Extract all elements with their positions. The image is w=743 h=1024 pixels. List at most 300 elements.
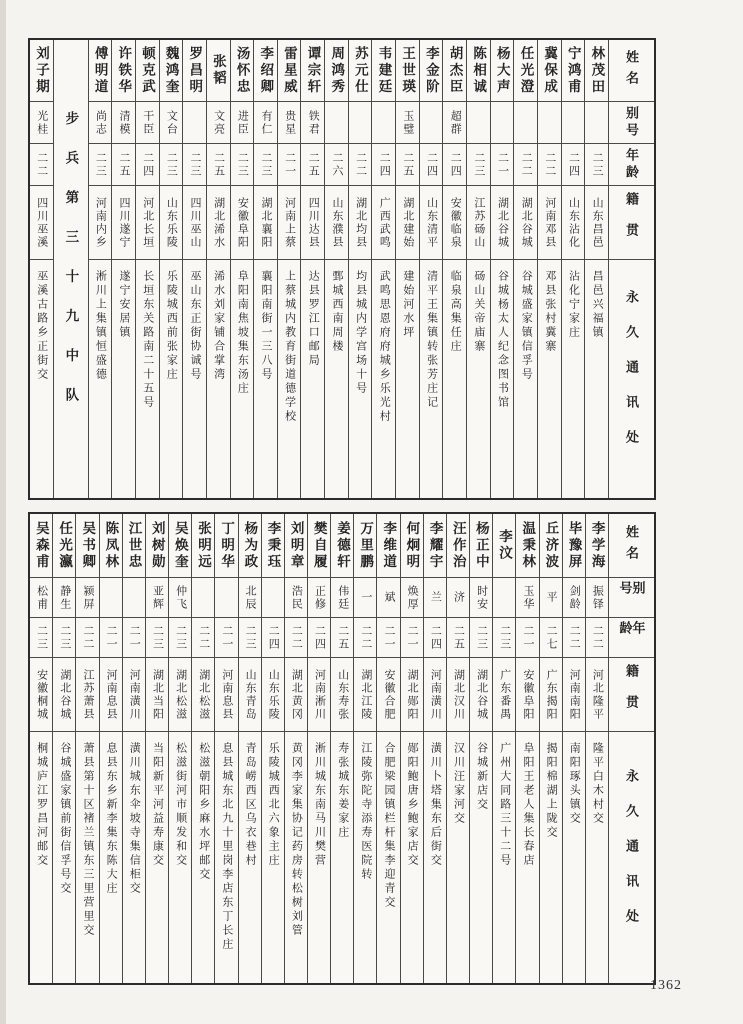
member-column — [562, 514, 585, 983]
directory-table-bottom — [28, 512, 656, 985]
member-address: 邓县张村冀寨 — [543, 270, 556, 354]
member-alias: 干臣 — [136, 102, 159, 144]
member-age: 二四 — [372, 144, 395, 186]
member-name: 万里鹏 — [354, 514, 376, 578]
member-column — [300, 40, 324, 498]
member-age: 二三 — [493, 618, 515, 658]
member-native: 山东青岛 — [239, 658, 261, 732]
member-age: 二二 — [76, 618, 98, 658]
member-name: 罗昌明 — [183, 40, 206, 102]
member-name: 江世忠 — [123, 514, 145, 578]
member-native: 湖北襄阳 — [254, 186, 277, 260]
member-address: 江陵弥陀寺添寿医院转 — [359, 742, 372, 882]
header-native: 籍贯 — [609, 186, 654, 260]
member-alias: 贵星 — [278, 102, 301, 144]
member-column — [206, 40, 230, 498]
member-name: 顿克武 — [136, 40, 159, 102]
header-alias: 别号 — [609, 102, 654, 144]
member-native: 山东乐陵 — [160, 186, 183, 260]
member-address: 上蔡城内教育街道德学校 — [283, 270, 296, 424]
member-native: 安徽合肥 — [377, 658, 399, 732]
member-native: 广东番禺 — [493, 658, 515, 732]
member-address: 淅川上集镇恒盛德 — [94, 270, 107, 382]
member-column — [111, 40, 135, 498]
member-column — [122, 514, 145, 983]
member-address: 淅川城东南马川樊营 — [313, 742, 326, 868]
member-name: 苏元仕 — [349, 40, 372, 102]
member-name: 毕豫屏 — [563, 514, 585, 578]
member-column — [52, 514, 75, 983]
member-age: 二二 — [354, 618, 376, 658]
member-name: 张明远 — [192, 514, 214, 578]
member-age: 二一 — [123, 618, 145, 658]
member-name: 李汶 — [493, 514, 515, 578]
member-native: 湖北谷城 — [491, 186, 514, 260]
member-name: 任光澄 — [514, 40, 537, 102]
member-address: 黄冈李家集协记药房转松树刘管 — [290, 742, 303, 938]
header-name: 姓名 — [609, 40, 654, 102]
member-native: 四川达县 — [301, 186, 324, 260]
member-name: 陈凤林 — [100, 514, 122, 578]
header-alias: 别号 — [609, 578, 654, 618]
member-age: 二四 — [443, 144, 466, 186]
member-column — [214, 514, 237, 983]
member-alias: 浩民 — [285, 578, 307, 618]
member-address: 谷城新店交 — [475, 742, 488, 812]
directory-table-top — [28, 38, 656, 500]
member-column — [585, 514, 608, 983]
member-native: 河南淅川 — [308, 658, 330, 732]
member-name: 杨正中 — [470, 514, 492, 578]
member-column — [238, 514, 261, 983]
member-column — [277, 40, 301, 498]
scan-edge-shadow — [0, 0, 6, 1024]
member-native: 四川巫山 — [183, 186, 206, 260]
member-address: 建始河水坪 — [401, 270, 414, 340]
member-address: 揭阳棉湖上陇交 — [545, 742, 558, 840]
member-name: 宁鸿甫 — [562, 40, 585, 102]
member-age: 二一 — [377, 618, 399, 658]
member-age: 二三 — [146, 618, 168, 658]
member-alias — [514, 102, 537, 144]
member-address: 息县城东北九十里岗李店东丁长庄 — [220, 742, 233, 952]
member-age: 二三 — [169, 618, 191, 658]
member-native: 河南息县 — [215, 658, 237, 732]
member-native: 山东濮县 — [325, 186, 348, 260]
member-address: 清平王集镇转张芳庄记 — [425, 270, 438, 410]
member-alias: 颍屏 — [76, 578, 98, 618]
member-address: 昌邑兴福镇 — [591, 270, 604, 340]
member-native: 湖北江陵 — [354, 658, 376, 732]
member-alias: 斌 — [377, 578, 399, 618]
member-alias: 文台 — [160, 102, 183, 144]
member-column — [395, 40, 419, 498]
member-column — [423, 514, 446, 983]
member-age: 二三 — [585, 144, 608, 186]
unit-divider-column — [53, 40, 88, 498]
member-column — [75, 514, 98, 983]
member-age: 二三 — [467, 144, 490, 186]
member-column — [30, 514, 52, 983]
member-name: 杨大声 — [491, 40, 514, 102]
member-age: 二三 — [53, 618, 75, 658]
member-native: 江苏萧县 — [76, 658, 98, 732]
member-native: 山东沾化 — [562, 186, 585, 260]
member-alias: 剑龄 — [563, 578, 585, 618]
member-address: 浠水刘家铺合掌湾 — [212, 270, 225, 382]
page-number: 1362 — [650, 978, 682, 993]
member-alias: 玉璧 — [396, 102, 419, 144]
member-name: 韦建廷 — [372, 40, 395, 102]
member-address: 谷城盛家镇信孚号 — [520, 270, 533, 382]
member-age: 二三 — [89, 144, 112, 186]
member-alias — [538, 102, 561, 144]
member-address: 巫山东正街协诚号 — [189, 270, 202, 382]
member-column — [561, 40, 585, 498]
member-age: 二二 — [538, 144, 561, 186]
member-column — [30, 40, 53, 498]
member-column — [348, 40, 372, 498]
member-name: 刘树勋 — [146, 514, 168, 578]
member-alias: 兰 — [424, 578, 446, 618]
member-alias: 进臣 — [231, 102, 254, 144]
member-age: 二五 — [447, 618, 469, 658]
member-age: 二三 — [254, 144, 277, 186]
member-alias — [215, 578, 237, 618]
member-native: 湖北松滋 — [169, 658, 191, 732]
member-address: 汉川汪家河交 — [452, 742, 465, 826]
member-name: 雷星威 — [278, 40, 301, 102]
member-address: 松滋朝阳乡麻水坪邮交 — [197, 742, 210, 882]
member-alias — [420, 102, 443, 144]
member-column — [330, 514, 353, 983]
member-alias — [183, 102, 206, 144]
member-native: 河南潢川 — [123, 658, 145, 732]
member-age: 二一 — [278, 144, 301, 186]
member-alias — [349, 102, 372, 144]
member-alias: 有仁 — [254, 102, 277, 144]
member-name: 杨为政 — [239, 514, 261, 578]
member-address: 谷城杨太人纪念图书馆 — [496, 270, 509, 410]
member-column — [261, 514, 284, 983]
member-age: 二五 — [396, 144, 419, 186]
member-name: 陈相诚 — [467, 40, 490, 102]
member-name: 任光瀛 — [53, 514, 75, 578]
member-alias: 清模 — [112, 102, 135, 144]
member-name: 汤怀忠 — [231, 40, 254, 102]
member-alias: 亚辉 — [146, 578, 168, 618]
member-alias: 济 — [447, 578, 469, 618]
member-column — [324, 40, 348, 498]
member-column — [400, 514, 423, 983]
member-age: 二七 — [540, 618, 562, 658]
member-alias: 北辰 — [239, 578, 261, 618]
member-column — [442, 40, 466, 498]
member-alias: 焕厚 — [401, 578, 423, 618]
member-alias — [123, 578, 145, 618]
member-name: 吴森甫 — [30, 514, 52, 578]
member-native: 山东寿张 — [331, 658, 353, 732]
member-column — [446, 514, 469, 983]
member-column — [353, 514, 376, 983]
member-native: 湖北谷城 — [53, 658, 75, 732]
member-column — [419, 40, 443, 498]
member-name: 丁明华 — [215, 514, 237, 578]
member-native: 山东昌邑 — [585, 186, 608, 260]
member-address: 鄄城西南周楼 — [330, 270, 343, 354]
member-native: 湖北郧阳 — [401, 658, 423, 732]
member-name: 吴焕奎 — [169, 514, 191, 578]
member-age: 二二 — [349, 144, 372, 186]
member-name: 王世瑛 — [396, 40, 419, 102]
member-address: 武鸣思恩府府城乡乐光村 — [378, 270, 391, 424]
member-column — [168, 514, 191, 983]
member-name: 姜德轩 — [331, 514, 353, 578]
member-alias — [262, 578, 284, 618]
member-column — [182, 40, 206, 498]
member-age: 二三 — [183, 144, 206, 186]
member-name: 胡杰臣 — [443, 40, 466, 102]
member-column — [284, 514, 307, 983]
member-native: 河南潢川 — [424, 658, 446, 732]
unit-label: 步兵第三十九中队 — [63, 111, 79, 427]
member-address: 阜阳南焦坡集东汤庄 — [236, 270, 249, 396]
member-age: 二四 — [262, 618, 284, 658]
member-native: 河北隆平 — [586, 658, 608, 732]
member-column — [307, 514, 330, 983]
member-name: 许铁华 — [112, 40, 135, 102]
member-column — [537, 40, 561, 498]
member-age: 二一 — [516, 618, 538, 658]
member-column — [584, 40, 608, 498]
member-native: 湖北浠水 — [207, 186, 230, 260]
member-alias: 时安 — [470, 578, 492, 618]
member-address: 长垣东关路南二十五号 — [141, 270, 154, 410]
member-column — [191, 514, 214, 983]
member-name: 温秉林 — [516, 514, 538, 578]
member-age: 二三 — [239, 618, 261, 658]
member-native: 河南上蔡 — [278, 186, 301, 260]
member-address: 达县罗江口邮局 — [307, 270, 320, 368]
member-age: 二三 — [231, 144, 254, 186]
member-name: 刘子期 — [30, 40, 53, 102]
member-native: 河南南阳 — [563, 658, 585, 732]
member-alias — [491, 102, 514, 144]
member-age: 二三 — [160, 144, 183, 186]
member-alias: 文亮 — [207, 102, 230, 144]
member-name: 何炯明 — [401, 514, 423, 578]
member-name: 李耀宇 — [424, 514, 446, 578]
member-address: 阜阳王老人集长春店 — [521, 742, 534, 868]
member-address: 合肥梁园镇栏杆集李迎青交 — [383, 742, 396, 910]
member-name: 傅明道 — [89, 40, 112, 102]
member-alias: 伟廷 — [331, 578, 353, 618]
member-native: 四川遂宁 — [112, 186, 135, 260]
member-native: 河南内乡 — [89, 186, 112, 260]
member-native: 安徽临泉 — [443, 186, 466, 260]
member-name: 李秉珏 — [262, 514, 284, 578]
member-address: 巫溪古路乡正街交 — [35, 270, 48, 382]
member-name: 魏鸿奎 — [160, 40, 183, 102]
member-column — [466, 40, 490, 498]
member-native: 山东乐陵 — [262, 658, 284, 732]
member-alias: 正修 — [308, 578, 330, 618]
member-name: 林茂田 — [585, 40, 608, 102]
member-native: 湖北黄冈 — [285, 658, 307, 732]
member-address: 潢川卜塔集东后街交 — [429, 742, 442, 868]
member-address: 砀山关帝庙寨 — [472, 270, 485, 354]
member-age: 二二 — [586, 618, 608, 658]
member-alias: 超群 — [443, 102, 466, 144]
member-address: 桐城庐江罗昌河邮交 — [35, 742, 48, 868]
member-alias — [585, 102, 608, 144]
member-age: 二三 — [470, 618, 492, 658]
member-native: 江苏砀山 — [467, 186, 490, 260]
member-column — [145, 514, 168, 983]
member-alias: 静生 — [53, 578, 75, 618]
member-column — [88, 40, 112, 498]
header-age: 年龄 — [609, 144, 654, 186]
member-native: 河南息县 — [100, 658, 122, 732]
member-age: 二四 — [562, 144, 585, 186]
member-column — [469, 514, 492, 983]
member-alias: 仲飞 — [169, 578, 191, 618]
member-column — [230, 40, 254, 498]
member-age: 二一 — [491, 144, 514, 186]
member-address: 潢川城东伞坡寺集信柜交 — [128, 742, 141, 896]
member-native: 安徽阜阳 — [516, 658, 538, 732]
member-age: 二四 — [308, 618, 330, 658]
member-column — [376, 514, 399, 983]
member-address: 当阳新平河益寿康交 — [151, 742, 164, 868]
member-name: 刘明章 — [285, 514, 307, 578]
member-native: 湖北谷城 — [514, 186, 537, 260]
member-column — [492, 514, 515, 983]
member-native: 广西武鸣 — [372, 186, 395, 260]
member-age: 二五 — [112, 144, 135, 186]
member-age: 二二 — [192, 618, 214, 658]
member-age: 二一 — [215, 618, 237, 658]
member-address: 青岛崂西区乌衣巷村 — [244, 742, 257, 868]
member-address: 遂宁安居镇 — [118, 270, 131, 340]
member-age: 二三 — [30, 618, 52, 658]
member-address: 乐陵城西北六象主庄 — [267, 742, 280, 868]
member-age: 二四 — [424, 618, 446, 658]
member-age: 二二 — [514, 144, 537, 186]
member-native: 广东揭阳 — [540, 658, 562, 732]
member-alias — [467, 102, 490, 144]
member-name: 李学海 — [586, 514, 608, 578]
header-age: 年龄 — [609, 618, 654, 658]
member-address: 郧阳鲍唐乡鲍家店交 — [406, 742, 419, 868]
member-alias: 振铎 — [586, 578, 608, 618]
member-address: 息县东乡新李集东陈大庄 — [105, 742, 118, 896]
member-alias — [562, 102, 585, 144]
member-name: 李维道 — [377, 514, 399, 578]
member-alias: 光桂 — [30, 102, 53, 144]
member-alias: 一 — [354, 578, 376, 618]
member-age: 二四 — [136, 144, 159, 186]
member-age: 二一 — [401, 618, 423, 658]
header-address: 永久通讯处 — [624, 768, 639, 944]
member-name: 冀保成 — [538, 40, 561, 102]
member-name: 丘济波 — [540, 514, 562, 578]
member-native: 山东清平 — [420, 186, 443, 260]
member-native: 河北长垣 — [136, 186, 159, 260]
member-column — [513, 40, 537, 498]
header-address: 永久通讯处 — [624, 290, 639, 465]
member-address: 松滋街河市顺发和交 — [174, 742, 187, 868]
member-column — [135, 40, 159, 498]
member-name: 汪作治 — [447, 514, 469, 578]
member-column — [490, 40, 514, 498]
member-age: 二五 — [301, 144, 324, 186]
member-alias — [192, 578, 214, 618]
member-native: 四川巫溪 — [30, 186, 53, 260]
member-age: 二四 — [420, 144, 443, 186]
member-alias — [372, 102, 395, 144]
member-alias: 平 — [540, 578, 562, 618]
member-address: 南阳琢头镇交 — [568, 742, 581, 826]
member-age: 二二 — [563, 618, 585, 658]
member-alias — [325, 102, 348, 144]
member-column — [515, 514, 538, 983]
member-name: 吴书卿 — [76, 514, 98, 578]
member-native: 安徽阜阳 — [231, 186, 254, 260]
member-name: 李金阶 — [420, 40, 443, 102]
member-native: 湖北松滋 — [192, 658, 214, 732]
member-age: 二五 — [331, 618, 353, 658]
member-native: 安徽桐城 — [30, 658, 52, 732]
member-name: 张韬 — [207, 40, 230, 102]
member-address: 临泉高集任庄 — [449, 270, 462, 354]
header-native: 籍贯 — [609, 658, 654, 732]
member-column — [159, 40, 183, 498]
member-name: 樊自履 — [308, 514, 330, 578]
member-address: 均县城内学宫场十号 — [354, 270, 367, 396]
member-column — [539, 514, 562, 983]
member-native: 湖北当阳 — [146, 658, 168, 732]
member-name: 谭宗轩 — [301, 40, 324, 102]
member-alias — [493, 578, 515, 618]
member-age: 二二 — [285, 618, 307, 658]
header-column — [608, 514, 654, 983]
member-native: 河南邓县 — [538, 186, 561, 260]
member-address: 萧县第十区褚兰镇东三里营里交 — [81, 742, 94, 938]
member-address: 沾化宁家庄 — [567, 270, 580, 340]
member-name: 李绍卿 — [254, 40, 277, 102]
member-column — [99, 514, 122, 983]
member-address: 隆平白木村交 — [591, 742, 604, 826]
member-alias: 松甫 — [30, 578, 52, 618]
member-native: 湖北谷城 — [470, 658, 492, 732]
member-native: 湖北建始 — [396, 186, 419, 260]
header-name: 姓名 — [609, 514, 654, 578]
member-age: 二六 — [325, 144, 348, 186]
member-address: 襄阳南街一三八号 — [259, 270, 272, 382]
member-address: 乐陵城西前张家庄 — [165, 270, 178, 382]
member-column — [253, 40, 277, 498]
member-address: 寿张城东姜家庄 — [336, 742, 349, 840]
member-native: 湖北汉川 — [447, 658, 469, 732]
member-age: 二二 — [30, 144, 53, 186]
member-alias — [100, 578, 122, 618]
member-age: 二五 — [207, 144, 230, 186]
member-name: 周鸿秀 — [325, 40, 348, 102]
member-age: 二一 — [100, 618, 122, 658]
member-native: 湖北均县 — [349, 186, 372, 260]
member-alias: 铁君 — [301, 102, 324, 144]
